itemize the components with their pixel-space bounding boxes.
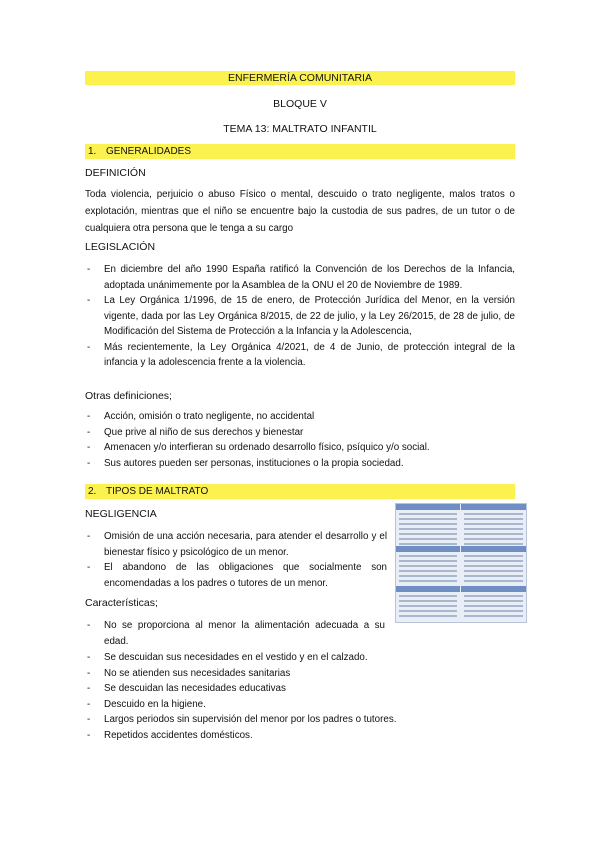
list-item: - Se descuidan sus necesidades en el vestido y en el calzado. xyxy=(87,652,368,663)
list-item: - Repetidos accidentes domésticos. xyxy=(87,729,253,741)
subject-title: ENFERMERÍA COMUNITARIA xyxy=(228,72,372,84)
list-item: - No se atienden sus necesidades sanitarias xyxy=(87,667,291,679)
section-heading-generalidades xyxy=(85,144,515,159)
characteristics-label: Características; xyxy=(85,597,158,609)
section-heading-tipos-maltrato xyxy=(85,484,515,499)
list-item: - El abandono de las obligaciones que socialmente son encomendadas a los padres o tutores de un menor. xyxy=(87,562,387,589)
legislation-label: LEGISLACIÓN xyxy=(85,241,156,253)
neglect-list xyxy=(85,529,387,591)
definition-label: DEFINICIÓN xyxy=(85,167,146,179)
legislation-list xyxy=(85,262,515,371)
list-item: - Acción, omisión o trato negligente, no accidental xyxy=(87,411,315,422)
other-definitions-label: Otras definiciones; xyxy=(85,390,172,402)
list-item: - Más recientemente, la Ley Orgánica 4/2021, de 4 de Junio, de protección integral de la infancia y la adolescencia frente a la violencia. xyxy=(87,341,515,368)
list-item: - Que prive al niño de sus derechos y bienestar xyxy=(87,426,304,438)
list-item: - La Ley Orgánica 1/1996, de 15 de enero, de Protección Jurídica del Menor, en la versión vigente, dada por las Ley Orgánica 8/2015, de 22 de julio, y la Ley 26/2015, de 28 de julio, de Modificación del Sistema de Protección a la Infancia y la Adolescencia, xyxy=(87,295,515,337)
section-number: 1. xyxy=(88,146,97,157)
list-item: - No se proporciona al menor la alimentación adecuada a su edad. xyxy=(87,620,385,647)
section-title: TIPOS DE MALTRATO xyxy=(106,486,209,497)
other-definitions-list xyxy=(85,409,515,471)
list-item: - Sus autores pueden ser personas, instituciones o la propia sociedad. xyxy=(87,457,404,469)
block-title: BLOQUE V xyxy=(273,98,327,110)
neglect-label: NEGLIGENCIA xyxy=(85,508,157,520)
characteristics-list xyxy=(85,618,385,649)
list-item: - En diciembre del año 1990 España ratificó la Convención de los Derechos de la Infancia, adoptada unánimemente por la Asamblea de la ONU el 20 de Noviembre de 1989. xyxy=(87,264,515,291)
topic-title: TEMA 13: MALTRATO INFANTIL xyxy=(223,123,377,135)
list-item: - Omisión de una acción necesaria, para atender el desarrollo y el bienestar físico y psicológico de un menor. xyxy=(87,531,387,558)
characteristics-list-continued xyxy=(85,650,515,743)
list-item: - Largos periodos sin supervisión del menor por los padres o tutores. xyxy=(87,714,397,725)
definition-text: Toda violencia, perjuicio o abuso Físico o mental, descuido o trato negligente, malos tratos o explotación, mientras que el niño se encuentre bajo la custodia de sus padres, de un tutor o de cualquiera otra persona que le tenga a su cargo xyxy=(85,189,515,234)
maltrato-types-table-image xyxy=(395,503,527,623)
list-item: - Se descuidan las necesidades educativas xyxy=(87,683,286,694)
list-item: - Amenacen y/o interfieran su ordenado desarrollo físico, psíquico y/o social. xyxy=(87,442,430,453)
section-number: 2. xyxy=(88,486,97,497)
list-item: - Descuido en la higiene. xyxy=(87,698,206,710)
section-title: GENERALIDADES xyxy=(106,146,192,157)
